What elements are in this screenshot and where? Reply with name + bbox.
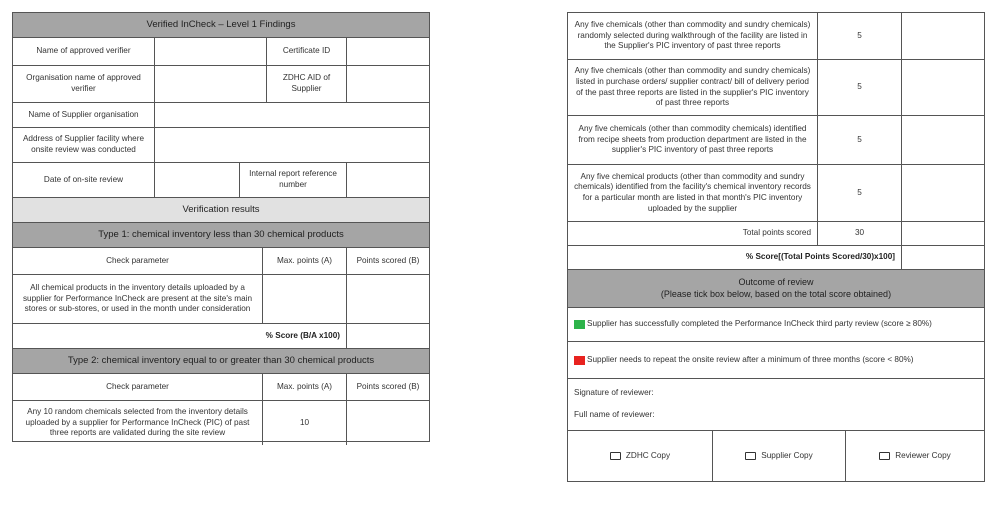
total-score-label: % Score[(Total Points Scored/30)x100] (568, 246, 902, 269)
signature-label: Signature of reviewer: (574, 388, 654, 398)
type2-col-scored: Points scored (B) (356, 381, 420, 391)
check-row-1-scored[interactable] (902, 13, 984, 59)
checkbox-icon[interactable] (610, 452, 621, 460)
type2-heading: Type 2: chemical inventory equal to or greater than 30 chemical products (13, 349, 429, 373)
form-title: Verified InCheck – Level 1 Findings (13, 13, 429, 37)
pass-text: Supplier has successfully completed the Performance InCheck third party review (score ≥ 80%) (587, 319, 932, 329)
level1-findings-form (12, 12, 430, 442)
label-review-date: Date of on-site review (13, 163, 155, 197)
type1-scored-field[interactable] (347, 275, 429, 323)
fullname-label: Full name of reviewer: (574, 410, 655, 419)
type1-score-field[interactable] (347, 324, 429, 348)
label-address: Address of Supplier facility where onsite review was conducted (13, 128, 155, 162)
type1-param: All chemical products in the inventory details uploaded by a supplier for Performance InCheck are present at the site's main stores or sub-stores, or used in the month under consideration (13, 275, 263, 323)
copy-supplier-label: Supplier Copy (761, 450, 813, 460)
outcome-form (567, 12, 985, 482)
type1-col-scored: Points scored (B) (356, 255, 420, 265)
check-row-4-scored[interactable] (902, 165, 984, 221)
check-row-4-param: Any five chemical products (other than commodity and sundry chemicals) identified from the facility's chemical inventory records for a particular month are listed in that month's PIC inventory uploaded by the supplier (568, 165, 818, 221)
total-points-label: Total points scored (568, 222, 818, 245)
label-zdhc-aid: ZDHC AID of Supplier (267, 66, 347, 102)
check-row-2-scored[interactable] (902, 60, 984, 115)
check-row-3-param: Any five chemicals (other than commodity chemicals) identified from recipe sheets from production department are listed in the supplier's PIC inventory of past three reports (568, 116, 818, 164)
field-review-date[interactable] (155, 163, 240, 197)
check-row-4-max: 5 (818, 165, 902, 221)
field-address[interactable] (155, 128, 429, 162)
outcome-title: Outcome of review (738, 277, 814, 288)
verification-results-heading: Verification results (13, 198, 429, 222)
field-certificate-id[interactable] (347, 38, 429, 65)
label-certificate-id: Certificate ID (267, 38, 347, 65)
field-internal-ref[interactable] (347, 163, 429, 197)
checkbox-icon[interactable] (745, 452, 756, 460)
copy-supplier[interactable] (713, 431, 846, 481)
pass-checkbox-icon[interactable] (574, 320, 585, 329)
copy-reviewer-label: Reviewer Copy (895, 450, 951, 460)
type2-col-max: Max. points (A) (263, 374, 347, 400)
reviewer-signoff (568, 379, 984, 430)
outcome-subtitle: (Please tick box below, based on the total score obtained) (660, 288, 892, 299)
copy-zdhc[interactable] (568, 431, 713, 481)
type2-col-param: Check parameter (13, 374, 263, 400)
check-row-2-param: Any five chemicals (other than commodity and sundry chemicals) listed in purchase orders/ supplier contract/ bill of delivery period of the past three reports are listed in the supplier's PIC inventory of past three reports (568, 60, 818, 115)
field-org-name[interactable] (155, 66, 267, 102)
type1-score-label: % Score (B/A x100) (13, 324, 347, 348)
field-supplier-org[interactable] (155, 103, 429, 127)
field-zdhc-aid[interactable] (347, 66, 429, 102)
label-supplier-org: Name of Supplier organisation (13, 103, 155, 127)
total-points-value: 30 (818, 222, 902, 245)
type2-param: Any 10 random chemicals selected from the inventory details uploaded by a supplier for Performance InCheck (PIC) of past three reports are validated during the site review (13, 401, 263, 445)
copy-zdhc-label: ZDHC Copy (625, 450, 671, 460)
total-score-field[interactable] (902, 246, 984, 269)
label-internal-ref: Internal report reference number (240, 163, 347, 197)
check-row-1-param: Any five chemicals (other than commodity and sundry chemicals) randomly selected during walkthrough of the facility are listed in the Supplier's PIC inventory of past three reports (568, 13, 818, 59)
outcome-pass-option[interactable] (568, 308, 984, 341)
outcome-heading (568, 270, 984, 307)
fail-text: Supplier needs to repeat the onsite review after a minimum of three months (score < 80%) (587, 354, 914, 364)
type1-max-field[interactable] (263, 275, 347, 323)
checkbox-icon[interactable] (879, 452, 890, 460)
field-approved-verifier[interactable] (155, 38, 267, 65)
check-row-3-max: 5 (818, 116, 902, 164)
type2-max-value: 10 (263, 401, 347, 445)
check-row-3-scored[interactable] (902, 116, 984, 164)
fail-checkbox-icon[interactable] (574, 356, 585, 365)
type1-heading: Type 1: chemical inventory less than 30 chemical products (13, 223, 429, 247)
type1-col-max: Max. points (A) (263, 248, 347, 274)
type2-scored-field[interactable] (347, 401, 429, 445)
copy-reviewer[interactable] (846, 431, 984, 481)
total-points-scored-field[interactable] (902, 222, 984, 245)
check-row-1-max: 5 (818, 13, 902, 59)
label-approved-verifier: Name of approved verifier (13, 38, 155, 65)
check-row-2-max: 5 (818, 60, 902, 115)
outcome-fail-option[interactable] (568, 342, 984, 378)
type1-col-param: Check parameter (13, 248, 263, 274)
label-org-name: Organisation name of approved verifier (13, 66, 155, 102)
